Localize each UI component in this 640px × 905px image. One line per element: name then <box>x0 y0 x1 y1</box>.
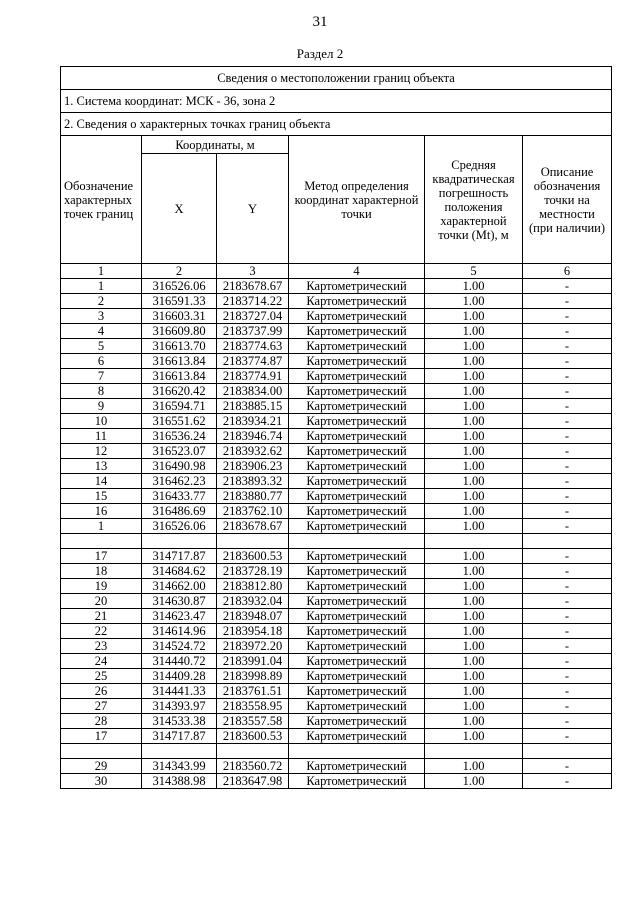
point-number: 28 <box>61 714 142 729</box>
coord-x: 316523.07 <box>142 444 217 459</box>
empty-cell <box>425 534 523 549</box>
accuracy: 1.00 <box>425 414 523 429</box>
header-accuracy: Средняя квадратическая погрешность положения характерной точки (Mt), м <box>425 136 523 264</box>
col-number: 5 <box>425 264 523 279</box>
method: Картометрический <box>289 639 425 654</box>
description: - <box>523 339 612 354</box>
header-method: Метод определения координат характерной точки <box>289 136 425 264</box>
point-number: 27 <box>61 699 142 714</box>
description: - <box>523 444 612 459</box>
point-number: 18 <box>61 564 142 579</box>
coord-y: 2183560.72 <box>217 759 289 774</box>
description: - <box>523 504 612 519</box>
description: - <box>523 459 612 474</box>
coord-x: 314662.00 <box>142 579 217 594</box>
accuracy: 1.00 <box>425 309 523 324</box>
section-title: Раздел 2 <box>296 46 344 61</box>
point-number: 6 <box>61 354 142 369</box>
table-row <box>61 504 612 519</box>
point-number: 11 <box>61 429 142 444</box>
table-row <box>61 729 612 744</box>
method: Картометрический <box>289 669 425 684</box>
table-row <box>61 384 612 399</box>
table-row <box>61 309 612 324</box>
accuracy: 1.00 <box>425 444 523 459</box>
table-row <box>61 699 612 714</box>
accuracy: 1.00 <box>425 279 523 294</box>
empty-cell <box>425 744 523 759</box>
coord-x: 316462.23 <box>142 474 217 489</box>
method: Картометрический <box>289 654 425 669</box>
accuracy: 1.00 <box>425 474 523 489</box>
coord-x: 314524.72 <box>142 639 217 654</box>
point-number: 24 <box>61 654 142 669</box>
coord-x: 314343.99 <box>142 759 217 774</box>
accuracy: 1.00 <box>425 714 523 729</box>
table-row <box>61 684 612 699</box>
table-row <box>61 714 612 729</box>
description: - <box>523 429 612 444</box>
coord-x: 316609.80 <box>142 324 217 339</box>
col-number: 1 <box>61 264 142 279</box>
method: Картометрический <box>289 369 425 384</box>
point-number: 20 <box>61 594 142 609</box>
method: Картометрический <box>289 594 425 609</box>
point-number: 7 <box>61 369 142 384</box>
table-row <box>61 414 612 429</box>
accuracy: 1.00 <box>425 579 523 594</box>
point-number: 26 <box>61 684 142 699</box>
coord-y: 2183998.89 <box>217 669 289 684</box>
point-number: 9 <box>61 399 142 414</box>
accuracy: 1.00 <box>425 729 523 744</box>
description: - <box>523 564 612 579</box>
empty-cell <box>217 744 289 759</box>
table-row <box>61 294 612 309</box>
coord-x: 314717.87 <box>142 549 217 564</box>
point-number: 21 <box>61 609 142 624</box>
coord-y: 2183893.32 <box>217 474 289 489</box>
accuracy: 1.00 <box>425 354 523 369</box>
accuracy: 1.00 <box>425 759 523 774</box>
header-description: Описание обозначения точки на местности (при наличии) <box>523 136 612 264</box>
empty-cell <box>61 744 142 759</box>
table-row <box>61 339 612 354</box>
method: Картометрический <box>289 609 425 624</box>
header-point-designation: Обозначение характерных точек границ <box>61 136 142 264</box>
method: Картометрический <box>289 579 425 594</box>
description: - <box>523 579 612 594</box>
empty-cell <box>289 744 425 759</box>
method: Картометрический <box>289 504 425 519</box>
table-row <box>61 594 612 609</box>
accuracy: 1.00 <box>425 429 523 444</box>
description: - <box>523 594 612 609</box>
description: - <box>523 684 612 699</box>
empty-cell <box>289 534 425 549</box>
description: - <box>523 759 612 774</box>
coord-y: 2183932.62 <box>217 444 289 459</box>
column-number-row <box>61 264 612 279</box>
coord-x: 314441.33 <box>142 684 217 699</box>
table-row <box>61 759 612 774</box>
empty-cell <box>523 534 612 549</box>
coord-y: 2183991.04 <box>217 654 289 669</box>
coord-y: 2183946.74 <box>217 429 289 444</box>
coord-y: 2183774.63 <box>217 339 289 354</box>
method: Картометрический <box>289 309 425 324</box>
description: - <box>523 609 612 624</box>
coord-x: 316613.70 <box>142 339 217 354</box>
table-row <box>61 399 612 414</box>
coord-x: 316486.69 <box>142 504 217 519</box>
coord-y: 2183885.15 <box>217 399 289 414</box>
empty-cell <box>217 534 289 549</box>
point-number: 22 <box>61 624 142 639</box>
coord-x: 316613.84 <box>142 354 217 369</box>
method: Картометрический <box>289 714 425 729</box>
table-row <box>61 444 612 459</box>
table-row <box>61 669 612 684</box>
method: Картометрический <box>289 429 425 444</box>
coord-y: 2183647.98 <box>217 774 289 789</box>
point-number: 14 <box>61 474 142 489</box>
point-number: 5 <box>61 339 142 354</box>
coord-x: 314388.98 <box>142 774 217 789</box>
accuracy: 1.00 <box>425 369 523 384</box>
accuracy: 1.00 <box>425 624 523 639</box>
coord-y: 2183954.18 <box>217 624 289 639</box>
table-row <box>61 639 612 654</box>
description: - <box>523 714 612 729</box>
empty-cell <box>523 744 612 759</box>
coord-y: 2183834.00 <box>217 384 289 399</box>
accuracy: 1.00 <box>425 774 523 789</box>
description: - <box>523 354 612 369</box>
accuracy: 1.00 <box>425 519 523 534</box>
method: Картометрический <box>289 354 425 369</box>
coord-y: 2183714.22 <box>217 294 289 309</box>
method: Картометрический <box>289 324 425 339</box>
coord-x: 314684.62 <box>142 564 217 579</box>
coord-x: 314614.96 <box>142 624 217 639</box>
group-separator-row <box>61 534 612 549</box>
table-row <box>61 654 612 669</box>
coord-y: 2183932.04 <box>217 594 289 609</box>
point-number: 25 <box>61 669 142 684</box>
accuracy: 1.00 <box>425 699 523 714</box>
method: Картометрический <box>289 759 425 774</box>
point-number: 17 <box>61 729 142 744</box>
point-number: 29 <box>61 759 142 774</box>
coord-y: 2183737.99 <box>217 324 289 339</box>
accuracy: 1.00 <box>425 564 523 579</box>
coord-x: 314393.97 <box>142 699 217 714</box>
table-row <box>61 279 612 294</box>
empty-cell <box>142 534 217 549</box>
coord-x: 316594.71 <box>142 399 217 414</box>
coord-y: 2183880.77 <box>217 489 289 504</box>
accuracy: 1.00 <box>425 294 523 309</box>
description: - <box>523 294 612 309</box>
coord-y: 2183906.23 <box>217 459 289 474</box>
method: Картометрический <box>289 399 425 414</box>
point-number: 1 <box>61 519 142 534</box>
group-separator-row <box>61 744 612 759</box>
table-row <box>61 489 612 504</box>
coord-y: 2183762.10 <box>217 504 289 519</box>
coord-x: 314440.72 <box>142 654 217 669</box>
coord-y: 2183557.58 <box>217 714 289 729</box>
description: - <box>523 489 612 504</box>
point-number: 19 <box>61 579 142 594</box>
point-number: 16 <box>61 504 142 519</box>
description: - <box>523 654 612 669</box>
table-row <box>61 369 612 384</box>
point-number: 1 <box>61 279 142 294</box>
method: Картометрический <box>289 474 425 489</box>
description: - <box>523 519 612 534</box>
coord-x: 316591.33 <box>142 294 217 309</box>
point-number: 4 <box>61 324 142 339</box>
description: - <box>523 414 612 429</box>
method: Картометрический <box>289 294 425 309</box>
coord-y: 2183948.07 <box>217 609 289 624</box>
empty-cell <box>61 534 142 549</box>
header-coordinates: Координаты, м <box>142 136 289 154</box>
point-number: 30 <box>61 774 142 789</box>
coord-x: 316551.62 <box>142 414 217 429</box>
coord-y: 2183728.19 <box>217 564 289 579</box>
coord-y: 2183934.21 <box>217 414 289 429</box>
description: - <box>523 639 612 654</box>
coord-y: 2183972.20 <box>217 639 289 654</box>
accuracy: 1.00 <box>425 504 523 519</box>
method: Картометрический <box>289 279 425 294</box>
boundary-table <box>60 66 612 789</box>
table-row <box>61 354 612 369</box>
description: - <box>523 384 612 399</box>
coord-y: 2183761.51 <box>217 684 289 699</box>
col-number: 2 <box>142 264 217 279</box>
page-number: 31 <box>312 14 328 30</box>
table-row <box>61 459 612 474</box>
coord-y: 2183678.67 <box>217 519 289 534</box>
accuracy: 1.00 <box>425 684 523 699</box>
coord-y: 2183812.80 <box>217 579 289 594</box>
method: Картометрический <box>289 384 425 399</box>
method: Картометрический <box>289 564 425 579</box>
table-row <box>61 774 612 789</box>
description: - <box>523 474 612 489</box>
method: Картометрический <box>289 624 425 639</box>
description: - <box>523 624 612 639</box>
accuracy: 1.00 <box>425 639 523 654</box>
table-row <box>61 549 612 564</box>
coord-y: 2183600.53 <box>217 549 289 564</box>
coord-x: 316613.84 <box>142 369 217 384</box>
point-number: 3 <box>61 309 142 324</box>
coord-y: 2183600.53 <box>217 729 289 744</box>
point-number: 23 <box>61 639 142 654</box>
table-row <box>61 519 612 534</box>
coord-x: 316620.42 <box>142 384 217 399</box>
point-number: 15 <box>61 489 142 504</box>
accuracy: 1.00 <box>425 489 523 504</box>
col-number: 4 <box>289 264 425 279</box>
coord-system: 1. Система координат: МСК - 36, зона 2 <box>61 90 612 113</box>
description: - <box>523 774 612 789</box>
point-number: 12 <box>61 444 142 459</box>
accuracy: 1.00 <box>425 549 523 564</box>
method: Картометрический <box>289 549 425 564</box>
accuracy: 1.00 <box>425 399 523 414</box>
description: - <box>523 699 612 714</box>
description: - <box>523 309 612 324</box>
method: Картометрический <box>289 684 425 699</box>
coord-y: 2183727.04 <box>217 309 289 324</box>
coord-y: 2183774.87 <box>217 354 289 369</box>
method: Картометрический <box>289 489 425 504</box>
point-number: 13 <box>61 459 142 474</box>
coord-y: 2183678.67 <box>217 279 289 294</box>
table-row <box>61 579 612 594</box>
coord-y: 2183774.91 <box>217 369 289 384</box>
description: - <box>523 279 612 294</box>
accuracy: 1.00 <box>425 654 523 669</box>
accuracy: 1.00 <box>425 324 523 339</box>
coord-x: 314630.87 <box>142 594 217 609</box>
coord-x: 314623.47 <box>142 609 217 624</box>
description: - <box>523 549 612 564</box>
coord-x: 316490.98 <box>142 459 217 474</box>
accuracy: 1.00 <box>425 459 523 474</box>
col-number: 6 <box>523 264 612 279</box>
description: - <box>523 324 612 339</box>
coord-x: 314409.28 <box>142 669 217 684</box>
table-row <box>61 429 612 444</box>
table-row <box>61 324 612 339</box>
accuracy: 1.00 <box>425 609 523 624</box>
method: Картометрический <box>289 444 425 459</box>
description: - <box>523 399 612 414</box>
method: Картометрический <box>289 729 425 744</box>
table-row <box>61 474 612 489</box>
accuracy: 1.00 <box>425 339 523 354</box>
method: Картометрический <box>289 699 425 714</box>
table-row <box>61 564 612 579</box>
points-title: 2. Сведения о характерных точках границ объекта <box>61 113 612 136</box>
description: - <box>523 729 612 744</box>
table-row <box>61 609 612 624</box>
empty-cell <box>142 744 217 759</box>
coord-x: 316526.06 <box>142 519 217 534</box>
accuracy: 1.00 <box>425 384 523 399</box>
coord-x: 316433.77 <box>142 489 217 504</box>
coord-x: 316603.31 <box>142 309 217 324</box>
description: - <box>523 669 612 684</box>
coord-x: 316526.06 <box>142 279 217 294</box>
point-number: 10 <box>61 414 142 429</box>
col-number: 3 <box>217 264 289 279</box>
coord-x: 314533.38 <box>142 714 217 729</box>
point-number: 8 <box>61 384 142 399</box>
header-y: Y <box>217 154 289 264</box>
table-row <box>61 624 612 639</box>
coord-y: 2183558.95 <box>217 699 289 714</box>
accuracy: 1.00 <box>425 594 523 609</box>
accuracy: 1.00 <box>425 669 523 684</box>
description: - <box>523 369 612 384</box>
header-x: X <box>142 154 217 264</box>
method: Картометрический <box>289 414 425 429</box>
method: Картометрический <box>289 339 425 354</box>
method: Картометрический <box>289 459 425 474</box>
point-number: 17 <box>61 549 142 564</box>
method: Картометрический <box>289 774 425 789</box>
coord-x: 314717.87 <box>142 729 217 744</box>
method: Картометрический <box>289 519 425 534</box>
coord-x: 316536.24 <box>142 429 217 444</box>
banner-title: Сведения о местоположении границ объекта <box>61 67 612 90</box>
point-number: 2 <box>61 294 142 309</box>
